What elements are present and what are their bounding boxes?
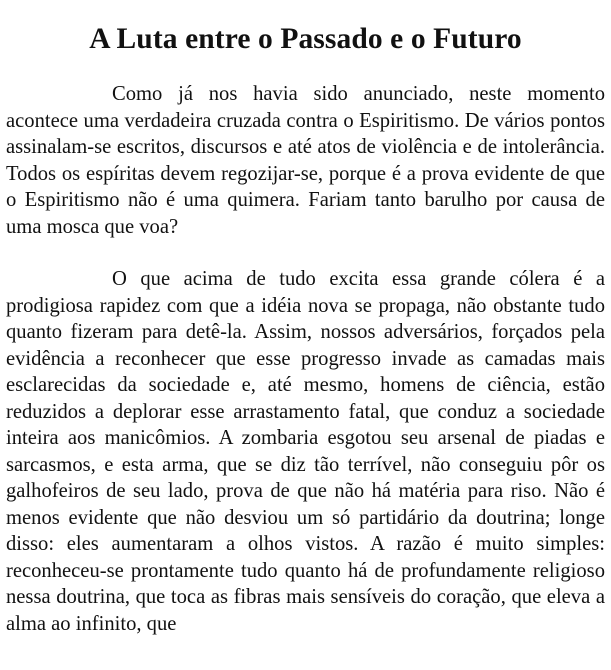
paragraph-1: Como já nos havia sido anunciado, neste momento acontece uma verdadeira cruzada contra o Espiritismo. De vários pontos assinalam-se escritos, discursos e até atos de violência e de intolerância. Todos os espíritas devem regozijar-se, porque é a prova evidente de que o Espiritismo não é uma quimera. Fariam tanto barulho por causa de uma mosca que voa? [6,83,605,238]
page-title: A Luta entre o Passado e o Futuro [89,23,522,55]
document-page [6,0,605,670]
paragraph-2: O que acima de tudo excita essa grande cólera é a prodigiosa rapidez com que a idéia nova se propaga, não obstante tudo quanto fizeram para detê-la. Assim, nossos adversários, forçados pela evidência a reconhecer que esse progresso invade as camadas mais esclarecidas da sociedade e, até mesmo, homens de ciência, estão reduzidos a deplorar esse arrastamento fatal, que conduz a sociedade inteira aos manicômios. A zombaria esgotou seu arsenal de piadas e sarcasmos, e esta arma, que se diz tão terrível, não conseguiu pôr os galhofeiros de seu lado, prova de que não há matéria para riso. Não é menos evidente que não desviou um só partidário da doutrina; longe disso: eles aumentaram a olhos vistos. A razão é muito simples: reconheceu-se prontamente tudo quanto há de profundamente religioso nessa doutrina, que toca as fibras mais sensíveis do coração, que eleva a alma ao infinito, que [6,268,605,635]
